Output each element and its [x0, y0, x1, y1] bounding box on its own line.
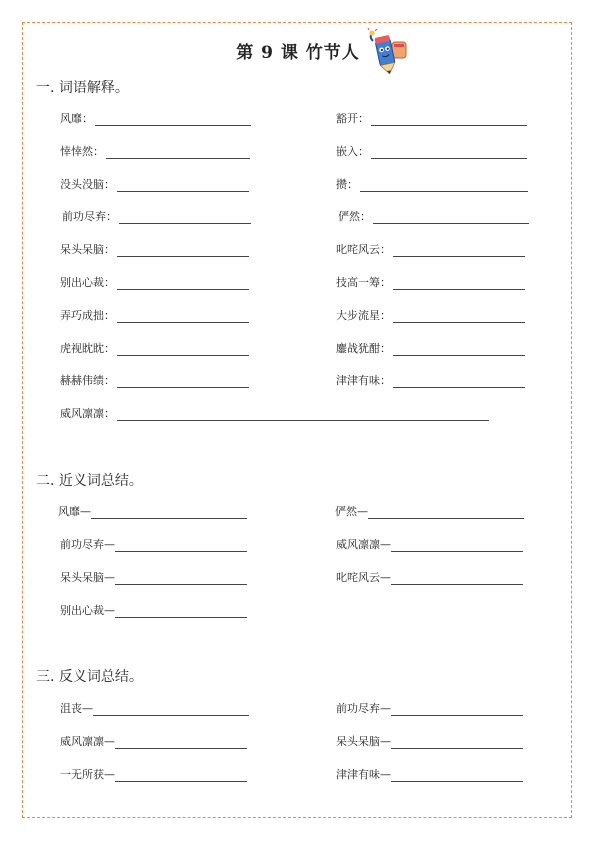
definition-item — [336, 241, 525, 257]
answer-line[interactable] — [93, 705, 249, 716]
page-title: 第 9 课 竹节人 — [236, 43, 360, 63]
answer-line[interactable] — [115, 607, 247, 618]
definition-item — [336, 176, 528, 192]
answer-line[interactable] — [368, 508, 524, 519]
answer-line[interactable] — [393, 377, 525, 388]
answer-line[interactable] — [91, 508, 247, 519]
synonym-item — [336, 569, 523, 585]
answer-line[interactable] — [371, 148, 527, 159]
section-title-definitions: 一. 词语解释。 — [36, 80, 129, 96]
answer-line[interactable] — [117, 279, 249, 290]
answer-line[interactable] — [391, 574, 523, 585]
term-label: 沮丧— — [60, 702, 93, 715]
antonym-item — [60, 700, 249, 716]
title-area — [0, 38, 596, 63]
answer-line[interactable] — [393, 345, 525, 356]
definition-item — [60, 143, 250, 159]
answer-line[interactable] — [117, 410, 489, 421]
antonym-item — [336, 766, 523, 782]
antonym-item — [60, 733, 247, 749]
answer-line[interactable] — [391, 771, 523, 782]
section-title-antonyms: 三. 反义词总结。 — [36, 669, 143, 685]
term-label: 前功尽弃— — [60, 538, 115, 551]
answer-line[interactable] — [391, 705, 523, 716]
term-label: 一无所获— — [60, 768, 115, 781]
term-label: 叱咤风云： — [336, 243, 391, 256]
term-label: 呆头呆脑— — [60, 571, 115, 584]
term-label: 别出心裁— — [60, 604, 115, 617]
answer-line[interactable] — [117, 377, 249, 388]
definition-item — [60, 274, 249, 290]
synonym-item — [58, 503, 247, 519]
answer-line[interactable] — [117, 345, 249, 356]
section-title-synonyms: 二. 近义词总结。 — [36, 473, 143, 489]
answer-line[interactable] — [393, 279, 525, 290]
answer-line[interactable] — [119, 213, 251, 224]
definition-item — [336, 372, 525, 388]
pencil-mascot-icon — [366, 28, 410, 76]
answer-line[interactable] — [371, 115, 527, 126]
definition-item — [336, 274, 525, 290]
answer-line[interactable] — [115, 574, 247, 585]
term-label: 前功尽弃— — [336, 702, 391, 715]
term-label: 津津有味： — [336, 374, 391, 387]
definition-item — [60, 340, 249, 356]
answer-line[interactable] — [115, 541, 247, 552]
definition-item — [60, 110, 251, 126]
term-label: 风靡： — [60, 112, 93, 125]
answer-line[interactable] — [373, 213, 529, 224]
definition-item — [60, 241, 249, 257]
term-label: 赫赫伟绩： — [60, 374, 115, 387]
term-label: 虎视眈眈： — [60, 342, 115, 355]
synonym-item — [335, 503, 524, 519]
term-label: 津津有味— — [336, 768, 391, 781]
definition-item — [60, 307, 249, 323]
definition-item — [336, 340, 525, 356]
synonym-item — [60, 536, 247, 552]
term-label: 没头没脑： — [60, 178, 115, 191]
term-label: 大步流星： — [336, 309, 391, 322]
answer-line[interactable] — [117, 246, 249, 257]
answer-line[interactable] — [95, 115, 251, 126]
answer-line[interactable] — [360, 181, 528, 192]
answer-line[interactable] — [393, 246, 525, 257]
definition-item — [338, 208, 529, 224]
term-label: 悻悻然： — [60, 145, 104, 158]
answer-line[interactable] — [115, 738, 247, 749]
term-label: 弄巧成拙： — [60, 309, 115, 322]
definition-item — [60, 405, 489, 421]
antonym-item — [336, 733, 523, 749]
definition-item — [336, 143, 527, 159]
answer-line[interactable] — [393, 312, 525, 323]
term-label: 嵌入： — [336, 145, 369, 158]
term-label: 俨然： — [338, 210, 371, 223]
term-label: 技高一筹： — [336, 276, 391, 289]
answer-line[interactable] — [106, 148, 250, 159]
term-label: 前功尽弃： — [62, 210, 117, 223]
term-label: 叱咤风云— — [336, 571, 391, 584]
definition-item — [62, 208, 251, 224]
term-label: 威风凛凛： — [60, 407, 115, 420]
term-label: 别出心裁： — [60, 276, 115, 289]
answer-line[interactable] — [117, 181, 249, 192]
term-label: 俨然— — [335, 505, 368, 518]
term-label: 呆头呆脑： — [60, 243, 115, 256]
definition-item — [336, 110, 527, 126]
antonym-item — [60, 766, 247, 782]
synonym-item — [336, 536, 523, 552]
term-label: 鏖战犹酣： — [336, 342, 391, 355]
term-label: 攒： — [336, 178, 358, 191]
definition-item — [60, 176, 249, 192]
antonym-item — [336, 700, 523, 716]
answer-line[interactable] — [115, 771, 247, 782]
term-label: 豁开： — [336, 112, 369, 125]
term-label: 呆头呆脑— — [336, 735, 391, 748]
term-label: 风靡— — [58, 505, 91, 518]
definition-item — [60, 372, 249, 388]
answer-line[interactable] — [391, 738, 523, 749]
synonym-item — [60, 569, 247, 585]
term-label: 威风凛凛— — [60, 735, 115, 748]
definition-item — [336, 307, 525, 323]
synonym-item — [60, 602, 247, 618]
term-label: 威风凛凛— — [336, 538, 391, 551]
answer-line[interactable] — [391, 541, 523, 552]
answer-line[interactable] — [117, 312, 249, 323]
